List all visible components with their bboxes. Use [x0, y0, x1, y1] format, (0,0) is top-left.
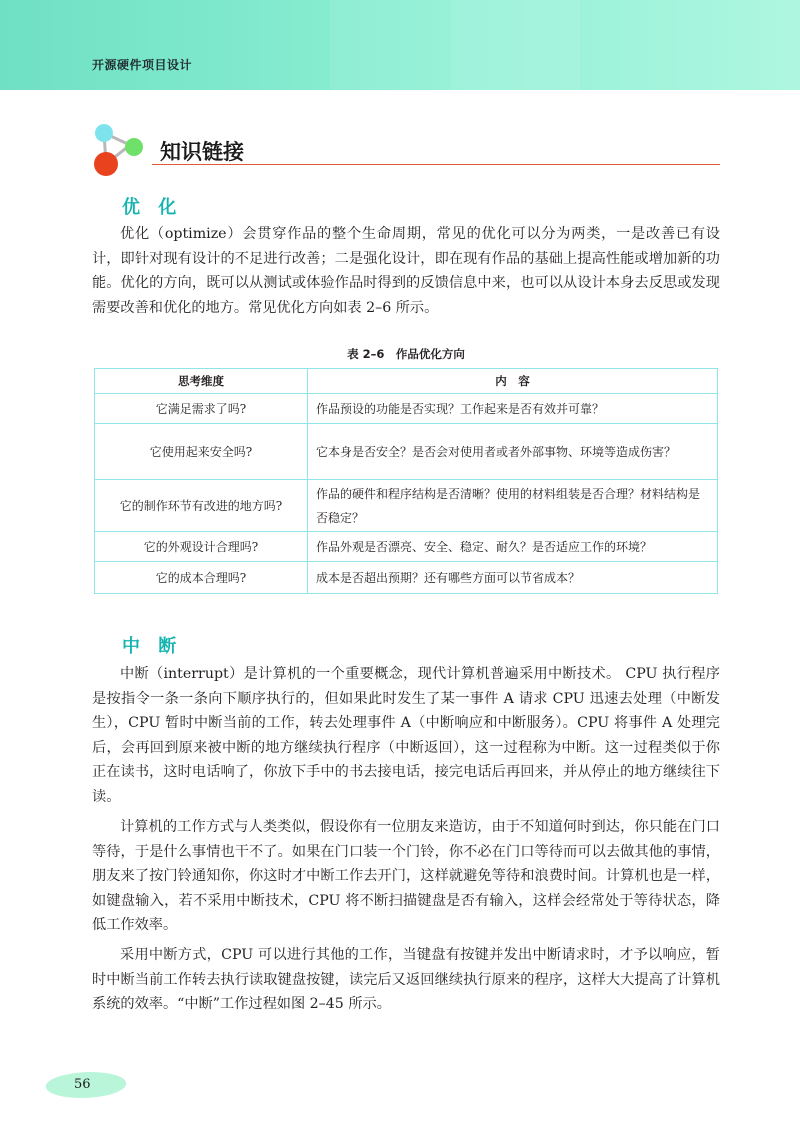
table-header-row [95, 369, 718, 394]
interrupt-paragraph-3: 采用中断方式，CPU 可以进行其他的工作，当键盘有按键并发出中断请求时，才予以响应，暂时中断当前工作转去执行读取键盘按键，读完后又返回继续执行原来的程序，这样大大提高了计算机系统的效率。“中断”工作过程如图 2–45 所示。 [92, 947, 720, 1012]
optimize-heading: 优 化 [122, 197, 183, 218]
interrupt-paragraph-2: 计算机的工作方式与人类类似，假设你有一位朋友来造访，由于不知道何时到达，你只能在门口等待，于是什么事情也干不了。如果在门口装一个门铃，你不必在门口等待而可以去做其他的事情，朋友来了按门铃通知你，你这时才中断工作去开门，这样就避免等待和浪费时间。计算机也是一样，如键盘输入，若不采用中断技术，CPU 将不断扫描键盘是否有输入，这样会经常处于等待状态，降低工作效率。 [92, 819, 720, 933]
table-cell-content: 作品预设的功能是否实现？工作起来是否有效并可靠？ [308, 394, 718, 424]
table-cell-dimension: 它满足需求了吗? [95, 394, 308, 424]
table-cell-content: 成本是否超出预期？还有哪些方面可以节省成本？ [308, 562, 718, 594]
interrupt-heading: 中 断 [122, 636, 183, 657]
table-header-dimension: 思考维度 [95, 369, 308, 394]
table-row [95, 394, 718, 424]
knowledge-link-title: 知识链接 [160, 140, 244, 164]
table-caption: 表 2–6 作品优化方向 [347, 347, 465, 361]
optimization-table [94, 368, 718, 594]
table-row [95, 532, 718, 562]
table-header-content: 内 容 [308, 369, 718, 394]
table-row [95, 562, 718, 594]
table-cell-dimension: 它的外观设计合理吗? [95, 532, 308, 562]
section-rule [152, 164, 720, 165]
interrupt-paragraph-1: 中断（interrupt）是计算机的一个重要概念，现代计算机普遍采用中断技术。 CPU 执行程序是按指令一条一条向下顺序执行的，但如果此时发生了某一事件 A 请求 CPU 迅速去处理（中断发生），CPU 暂时中断当前的工作，转去处理事件 A（中断响应和中断服务）。CPU 将事件 A 处理完后，会再回到原来被中断的地方继续执行程序（中断返回），这一过程称为中断。这一过程类似于你正在读书，这时电话响了，你放下手中的书去接电话，接完电话后再回来，并从停止的地方继续往下读。 [92, 666, 720, 805]
table-cell-content: 作品外观是否漂亮、安全、稳定、耐久？是否适应工作的环境？ [308, 532, 718, 562]
table-cell-content: 它本身是否安全？是否会对使用者或者外部事物、环境等造成伤害？ [308, 424, 718, 480]
knowledge-link-header [92, 120, 720, 180]
table-row [95, 480, 718, 532]
table-cell-dimension: 它的制作环节有改进的地方吗? [95, 480, 308, 532]
header-band [0, 0, 800, 90]
molecule-icon [92, 120, 152, 180]
page-number: 56 [74, 1077, 91, 1092]
table-cell-dimension: 它的成本合理吗? [95, 562, 308, 594]
optimize-paragraph: 优化（optimize）会贯穿作品的整个生命周期，常见的优化可以分为两类，一是改善已有设计，即针对现有设计的不足进行改善；二是强化设计，即在现有作品的基础上提高性能或增加新的功能。优化的方向，既可以从测试或体验作品时得到的反馈信息中来，也可以从设计本身去反思或发现需要改善和优化的地方。常见优化方向如表 2–6 所示。 [92, 226, 720, 316]
table-row [95, 424, 718, 480]
book-title: 开源硬件项目设计 [92, 58, 193, 72]
table-cell-dimension: 它使用起来安全吗? [95, 424, 308, 480]
table-cell-content: 作品的硬件和程序结构是否清晰？使用的材料组装是否合理？材料结构是否稳定？ [308, 480, 718, 532]
